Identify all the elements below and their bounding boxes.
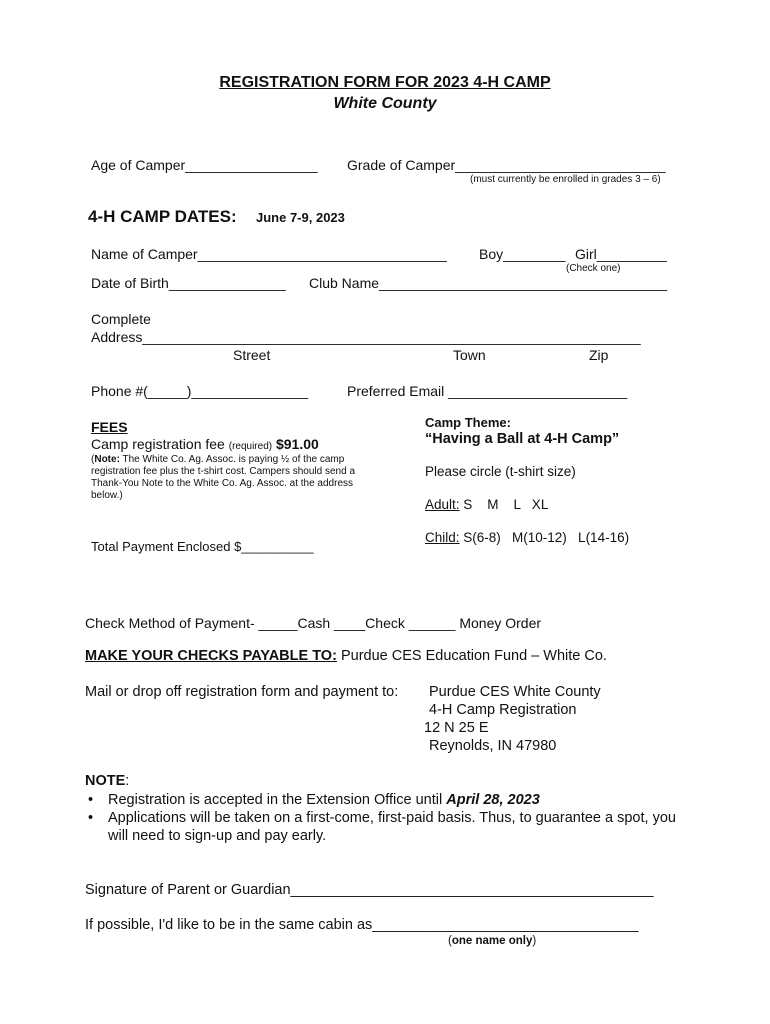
- cabin-mate-field[interactable]: If possible, I'd like to be in the same cabin as_________________________________: [85, 917, 639, 933]
- zip-caption: Zip: [589, 347, 609, 363]
- note-item-2-text: Applications will be taken on a first-come, first-paid basis. Thus, to guarantee a spot, you will need to sign-up and pay early.: [108, 810, 676, 844]
- payable-line: [85, 648, 607, 664]
- fee-note: [91, 454, 387, 502]
- fee-required: (required): [228, 441, 273, 452]
- notes-list: [86, 791, 686, 845]
- camp-dates-label: 4-H CAMP DATES:: [88, 207, 237, 226]
- note-colon: :: [125, 773, 130, 789]
- fee-note-label: Note:: [94, 454, 120, 465]
- adult-sizes-row: [425, 497, 548, 512]
- child-sizes-row: [425, 530, 629, 545]
- boy-field[interactable]: Boy________: [479, 246, 566, 262]
- fee-line: [91, 436, 319, 452]
- fee-text: Camp registration fee: [91, 436, 225, 452]
- list-item: [86, 809, 686, 845]
- fee-amount: $91.00: [275, 436, 319, 452]
- phone-field[interactable]: Phone #(_____)_______________: [91, 383, 309, 399]
- mail-address-line-4: Reynolds, IN 47980: [429, 738, 557, 754]
- fee-note-open: (: [91, 454, 95, 465]
- county-subtitle: White County: [333, 95, 437, 112]
- club-name-field[interactable]: Club Name_____________________________________: [309, 275, 668, 291]
- camp-theme-name: “Having a Ball at 4-H Camp”: [425, 431, 620, 447]
- grade-note: (must currently be enrolled in grades 3 – 6): [470, 174, 661, 185]
- payable-label: MAKE YOUR CHECKS PAYABLE TO:: [85, 648, 337, 664]
- adult-label: Adult:: [425, 497, 460, 512]
- street-caption: Street: [233, 347, 271, 363]
- camp-dates-value: June 7-9, 2023: [256, 210, 345, 225]
- dob-field[interactable]: Date of Birth_______________: [91, 275, 286, 291]
- tshirt-instruction: Please circle (t-shirt size): [425, 464, 576, 479]
- payment-method-field[interactable]: Check Method of Payment- _____Cash ____Check ______ Money Order: [85, 615, 542, 631]
- note-heading: NOTE: [85, 773, 126, 789]
- total-payment-field[interactable]: Total Payment Enclosed $__________: [91, 539, 314, 554]
- mail-address-line-3: 12 N 25 E: [424, 720, 489, 736]
- fee-note-text: The White Co. Ag. Assoc. is paying ½ of the camp registration fee plus the t-shirt cost. Campers should send a Thank-You Note to the White Co. Ag. Assoc. at the address below.): [91, 454, 356, 501]
- note-item-1-text: Registration is accepted in the Extension Office until: [108, 792, 443, 808]
- mail-address-line-2: 4-H Camp Registration: [429, 702, 577, 718]
- town-caption: Town: [453, 347, 486, 363]
- girl-field[interactable]: Girl_________: [575, 246, 667, 262]
- form-title: REGISTRATION FORM FOR 2023 4-H CAMP: [219, 74, 551, 91]
- address-label: Complete: [91, 311, 151, 327]
- check-one-note: (Check one): [566, 263, 621, 274]
- cabin-note-text: one name only: [451, 935, 533, 947]
- deadline-date: April 28, 2023: [446, 792, 540, 808]
- camper-name-field[interactable]: Name of Camper________________________________: [91, 246, 447, 262]
- cabin-note-close: ): [532, 935, 537, 947]
- child-sizes[interactable]: S(6-8) M(10-12) L(14-16): [463, 530, 630, 545]
- age-field[interactable]: Age of Camper_________________: [91, 157, 318, 173]
- signature-field[interactable]: Signature of Parent or Guardian_____________________________________________: [85, 882, 654, 898]
- fees-heading: FEES: [91, 419, 128, 435]
- note-heading-line: [85, 773, 129, 789]
- cabin-note-open: (: [448, 935, 452, 947]
- address-field[interactable]: Address________________________________________________________________: [91, 329, 641, 345]
- cabin-note: [448, 935, 536, 947]
- email-field[interactable]: Preferred Email _______________________: [347, 383, 628, 399]
- adult-sizes[interactable]: S M L XL: [463, 497, 549, 512]
- mail-label: Mail or drop off registration form and payment to:: [85, 684, 399, 700]
- child-label: Child:: [425, 530, 460, 545]
- payable-to: Purdue CES Education Fund – White Co.: [340, 648, 607, 664]
- list-item: [86, 791, 686, 809]
- grade-field[interactable]: Grade of Camper___________________________: [347, 157, 666, 173]
- camp-theme-label: Camp Theme:: [425, 415, 511, 430]
- mail-address-line-1: Purdue CES White County: [429, 684, 601, 700]
